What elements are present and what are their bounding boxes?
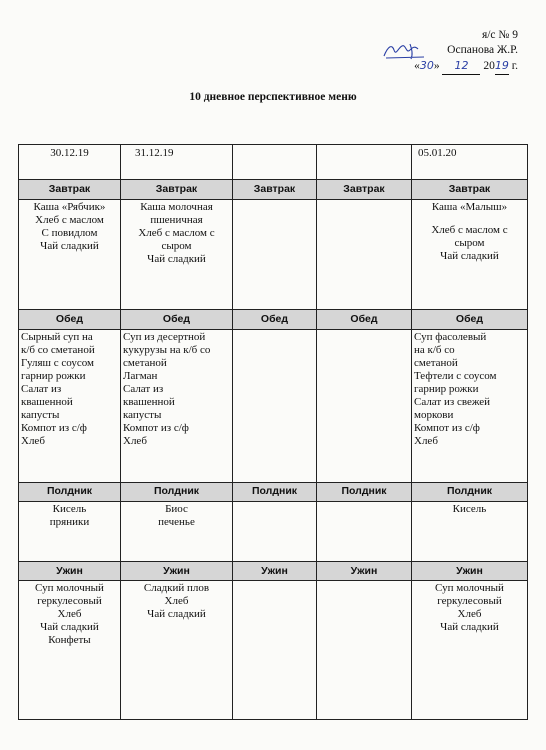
menu-item: Салат из — [21, 383, 62, 396]
menu-item: Суп из десертной — [123, 331, 206, 344]
kindergarten-number: я/с № 9 — [481, 29, 518, 41]
menu-item — [414, 214, 525, 224]
lunch-label: Обед — [317, 310, 412, 330]
approval-day: 30 — [419, 59, 434, 72]
approval-year: 19 — [494, 59, 509, 72]
menu-item: С повидлом — [41, 226, 98, 239]
lunch-cell — [317, 330, 412, 482]
menu-item: Кисель — [52, 503, 87, 516]
date-cell — [233, 145, 317, 180]
lunch-label: Обед — [19, 310, 121, 330]
breakfast-items-row — [19, 199, 528, 310]
menu-item: Кисель — [452, 503, 487, 516]
menu-item: Хлеб — [57, 608, 82, 621]
snack-header-row — [19, 482, 528, 502]
dinner-header-row — [19, 561, 528, 581]
menu-item: печенье — [158, 516, 195, 529]
breakfast-label: Завтрак — [121, 179, 233, 199]
menu-item: Суп молочный — [35, 582, 104, 595]
menu-item: Хлеб с маслом с — [431, 223, 508, 236]
menu-item: Компот из с/ф — [123, 422, 189, 435]
menu-item: геркулесовый — [37, 595, 102, 608]
lunch-label: Обед — [121, 310, 233, 330]
breakfast-cell — [412, 199, 528, 310]
menu-item: Хлеб — [21, 435, 45, 448]
menu-item: Сырный суп на — [21, 331, 93, 344]
menu-item: Биос — [165, 503, 188, 516]
snack-cell — [412, 502, 528, 561]
menu-item: пшеничная — [150, 213, 203, 226]
menu-item: Хлеб — [457, 608, 482, 621]
menu-item: капусты — [21, 409, 60, 422]
snack-label: Полдник — [317, 482, 412, 502]
menu-item: Салат из — [123, 383, 164, 396]
snack-label: Полдник — [121, 482, 233, 502]
lunch-cell — [19, 330, 121, 482]
menu-item: Чай сладкий — [147, 608, 206, 621]
menu-item: сметаной — [414, 357, 458, 370]
breakfast-label: Завтрак — [233, 179, 317, 199]
snack-cell — [19, 502, 121, 561]
menu-item: моркови — [414, 409, 454, 422]
menu-item: Каша «Малыш» — [431, 200, 508, 213]
date-cell: 31.12.19 — [121, 145, 233, 180]
menu-item: капусты — [123, 409, 162, 422]
menu-item: Хлеб — [123, 435, 147, 448]
snack-label: Полдник — [412, 482, 528, 502]
menu-item: сыром — [454, 236, 485, 249]
menu-item: Каша молочная — [140, 200, 213, 213]
breakfast-label: Завтрак — [317, 179, 412, 199]
snack-label: Полдник — [233, 482, 317, 502]
menu-item: геркулесовый — [437, 595, 502, 608]
menu-item: Компот из с/ф — [414, 422, 480, 435]
dinner-label: Ужин — [412, 561, 528, 581]
menu-item: Тефтели с соусом — [414, 370, 497, 383]
breakfast-cell — [233, 199, 317, 310]
menu-item: кукурузы на к/б со — [123, 344, 211, 357]
menu-item: сметаной — [123, 357, 167, 370]
menu-table — [18, 144, 528, 720]
dinner-cell — [412, 581, 528, 720]
snack-cell — [317, 502, 412, 561]
breakfast-label: Завтрак — [412, 179, 528, 199]
breakfast-header-row — [19, 179, 528, 199]
snack-cell — [233, 502, 317, 561]
lunch-cell — [412, 330, 528, 482]
snack-cell — [121, 502, 233, 561]
date-cell: 30.12.19 — [19, 145, 121, 180]
dinner-cell — [233, 581, 317, 720]
breakfast-cell — [317, 199, 412, 310]
snack-label: Полдник — [19, 482, 121, 502]
dinner-cell — [121, 581, 233, 720]
dinner-cell — [317, 581, 412, 720]
lunch-cell — [233, 330, 317, 482]
menu-item: Хлеб — [164, 595, 189, 608]
date-row — [19, 145, 528, 180]
menu-item: Чай сладкий — [147, 252, 206, 265]
menu-item: Конфеты — [48, 634, 91, 647]
menu-item: Чай сладкий — [440, 621, 499, 634]
lunch-header-row — [19, 310, 528, 330]
menu-item: квашенной — [123, 396, 175, 409]
menu-item: Хлеб — [414, 435, 438, 448]
lunch-items-row — [19, 330, 528, 482]
approval-month: 12 — [454, 59, 469, 72]
menu-item: к/б со сметаной — [21, 344, 95, 357]
snack-items-row — [19, 502, 528, 561]
dinner-label: Ужин — [317, 561, 412, 581]
date-cell: 05.01.20 — [412, 145, 528, 180]
menu-item: на к/б со — [414, 344, 455, 357]
menu-item: Хлеб с маслом — [35, 213, 104, 226]
date-cell — [317, 145, 412, 180]
lunch-cell — [121, 330, 233, 482]
breakfast-cell — [121, 199, 233, 310]
menu-item: пряники — [49, 516, 90, 529]
menu-item: Чай сладкий — [40, 239, 99, 252]
breakfast-label: Завтрак — [19, 179, 121, 199]
handwritten-signature-icon — [380, 40, 430, 62]
dinner-label: Ужин — [19, 561, 121, 581]
breakfast-cell — [19, 199, 121, 310]
menu-item: гарнир рожки — [21, 370, 86, 383]
menu-item: Каша «Рябчик» — [33, 200, 106, 213]
dinner-label: Ужин — [233, 561, 317, 581]
menu-item: Гуляш с соусом — [21, 357, 94, 370]
lunch-label: Обед — [233, 310, 317, 330]
menu-item: Суп фасолевый — [414, 331, 487, 344]
page-title: 10 дневное перспективное меню — [189, 91, 357, 103]
menu-item: Сладкий плов — [143, 582, 210, 595]
approver-name: Оспанова Ж.Р. — [447, 44, 518, 56]
menu-item: Лагман — [123, 370, 158, 383]
menu-item: гарнир рожки — [414, 383, 479, 396]
menu-item: Салат из свежей — [414, 396, 491, 409]
menu-item: Чай сладкий — [440, 249, 499, 262]
dinner-items-row — [19, 581, 528, 720]
lunch-label: Обед — [412, 310, 528, 330]
menu-item: сыром — [161, 239, 192, 252]
menu-item: Хлеб с маслом с — [138, 226, 215, 239]
menu-item: Суп молочный — [435, 582, 504, 595]
menu-item: квашенной — [21, 396, 73, 409]
menu-item: Чай сладкий — [40, 621, 99, 634]
dinner-label: Ужин — [121, 561, 233, 581]
dinner-cell — [19, 581, 121, 720]
approval-date: «30» 12 2019 г. — [414, 58, 518, 75]
menu-item: Компот из с/ф — [21, 422, 87, 435]
